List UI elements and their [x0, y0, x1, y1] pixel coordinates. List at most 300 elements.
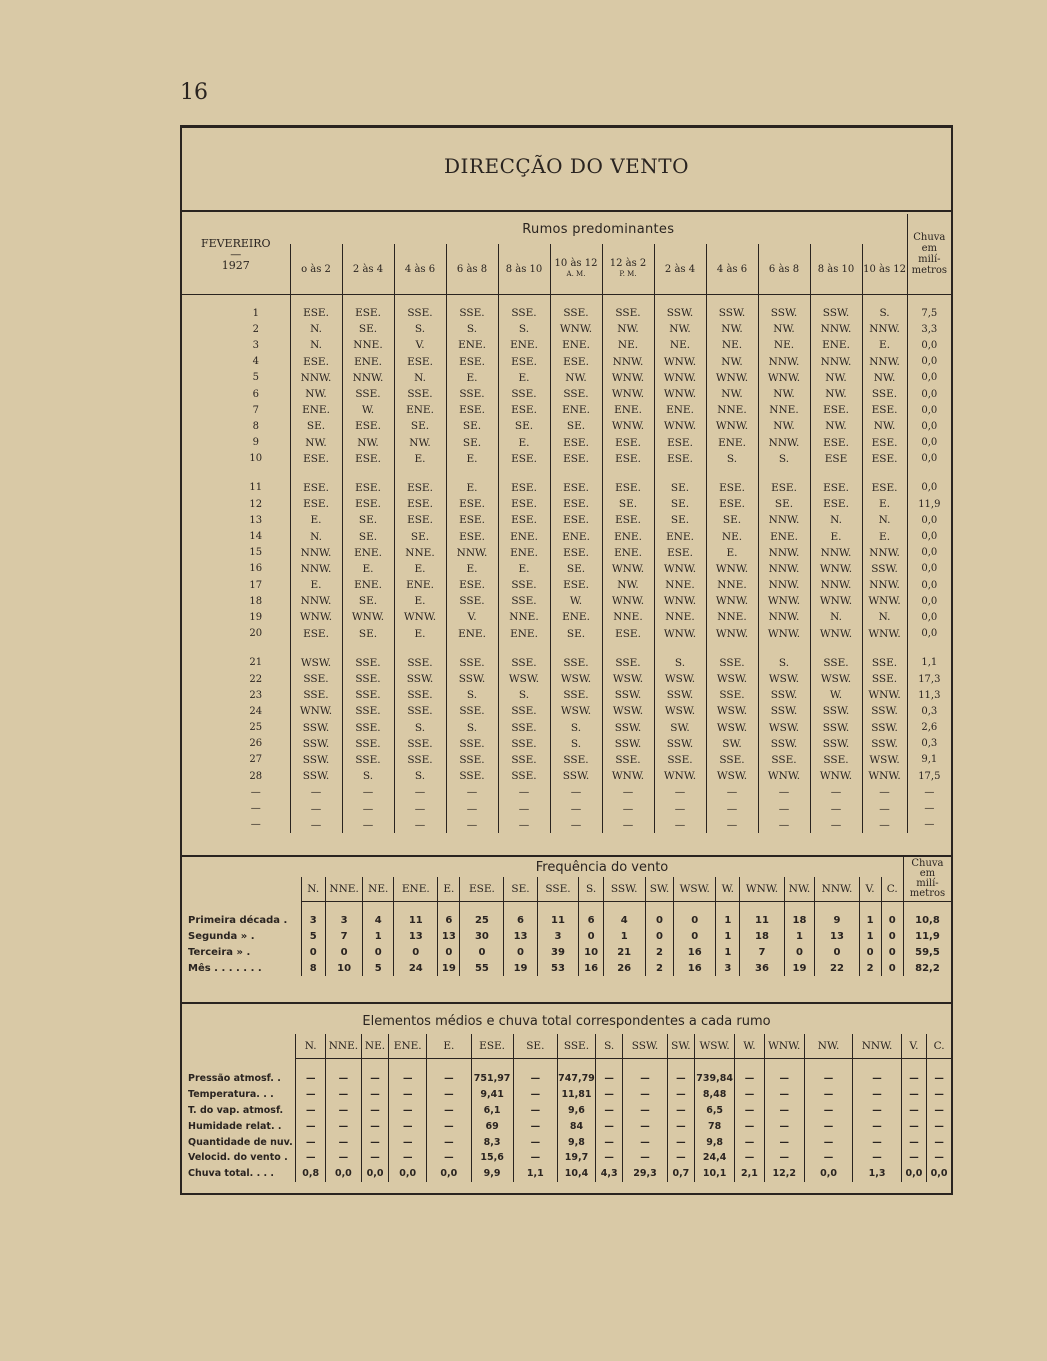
direction-cell: SSE. — [498, 593, 550, 609]
day-cell: 7 — [252, 404, 259, 416]
table-row — [182, 1134, 951, 1150]
direction-cell: ESE. — [706, 480, 758, 496]
frequency-cell: 19 — [504, 960, 537, 976]
frequency-cell: 11 — [537, 912, 579, 928]
direction-cell: NW. — [706, 321, 758, 337]
direction-cell: E. — [446, 561, 498, 577]
direction-cell: WNW. — [758, 626, 810, 642]
table-row — [182, 609, 951, 625]
element-cell: 69 — [471, 1118, 513, 1134]
table-row — [182, 354, 951, 370]
rain-cell: 17,5 — [907, 768, 951, 784]
direction-cell: NNW. — [862, 321, 907, 337]
element-cell: 0,0 — [927, 1166, 951, 1182]
direction-cell: — — [706, 800, 758, 816]
rain-cell: 9,1 — [907, 752, 951, 768]
direction-cell: NE. — [654, 337, 706, 353]
element-cell: — — [623, 1134, 667, 1150]
element-cell: — — [427, 1071, 471, 1087]
day-cell: — — [250, 786, 261, 798]
element-cell: 1,1 — [513, 1166, 557, 1182]
direction-cell: NW. — [862, 370, 907, 386]
direction-cell: SSE. — [394, 687, 446, 703]
direction-cell: — — [758, 784, 810, 800]
direction-cell: — — [498, 784, 550, 800]
element-cell: — — [853, 1150, 902, 1166]
direction-header: W. — [716, 877, 740, 902]
direction-cell: SSE. — [394, 703, 446, 719]
direction-cell: NNE. — [342, 337, 394, 353]
direction-cell: SE. — [290, 418, 342, 434]
direction-header: NW. — [804, 1034, 853, 1059]
direction-header: SSW. — [623, 1034, 667, 1059]
rain-cell: 0,0 — [907, 609, 951, 625]
table-row — [182, 451, 951, 467]
element-cell: — — [804, 1118, 853, 1134]
element-cell: — — [595, 1134, 622, 1150]
direction-cell: NNW. — [758, 512, 810, 528]
frequency-cell: 0 — [881, 960, 903, 976]
element-cell: 739,84 — [695, 1071, 735, 1087]
rain-cell: — — [907, 800, 951, 816]
direction-cell: SE. — [342, 626, 394, 642]
direction-cell: SSW. — [290, 720, 342, 736]
direction-cell: E. — [394, 593, 446, 609]
rain-cell: 0,0 — [907, 435, 951, 451]
table-row — [182, 784, 951, 800]
direction-cell: E. — [446, 480, 498, 496]
table-row — [182, 671, 951, 687]
direction-cell: SSW. — [758, 305, 810, 321]
element-cell: — — [623, 1150, 667, 1166]
element-cell: — — [901, 1134, 926, 1150]
direction-cell: SSE. — [862, 655, 907, 671]
day-cell: — — [250, 819, 261, 831]
table-row — [182, 626, 951, 642]
frequency-cell: 0 — [881, 944, 903, 960]
direction-cell: SSE. — [498, 305, 550, 321]
table-row — [182, 800, 951, 816]
table-row — [182, 561, 951, 577]
rain-cell: 0,0 — [907, 402, 951, 418]
element-cell: — — [667, 1134, 694, 1150]
direction-cell: ESE. — [498, 512, 550, 528]
direction-cell: WSW. — [550, 671, 602, 687]
direction-cell: — — [394, 800, 446, 816]
direction-cell: S. — [758, 451, 810, 467]
element-cell: 11,81 — [557, 1087, 595, 1103]
direction-cell: WSW. — [654, 671, 706, 687]
row-label: Pressão atmosf. . — [188, 1073, 281, 1085]
direction-cell: WNW. — [706, 561, 758, 577]
frequency-cell: 1 — [363, 928, 394, 944]
direction-cell: SE. — [498, 418, 550, 434]
direction-cell: NNW. — [290, 370, 342, 386]
direction-cell: NW. — [342, 435, 394, 451]
element-cell: 6,5 — [695, 1103, 735, 1119]
element-cell: — — [427, 1087, 471, 1103]
direction-cell: SSW. — [394, 671, 446, 687]
element-cell: — — [901, 1087, 926, 1103]
direction-cell: S. — [862, 305, 907, 321]
direction-cell: ESE. — [550, 480, 602, 496]
direction-cell: ESE. — [550, 577, 602, 593]
direction-cell: E. — [498, 561, 550, 577]
direction-cell: — — [290, 800, 342, 816]
hour-header — [810, 244, 862, 295]
direction-cell: NW. — [290, 386, 342, 402]
direction-cell: SSW. — [550, 768, 602, 784]
element-cell: 0,0 — [804, 1166, 853, 1182]
direction-header: S. — [595, 1034, 622, 1059]
direction-cell: ENE. — [342, 577, 394, 593]
direction-cell: WNW. — [290, 703, 342, 719]
direction-cell: SSW. — [758, 703, 810, 719]
direction-cell: SSE. — [342, 687, 394, 703]
direction-cell: SSE. — [342, 671, 394, 687]
element-cell: — — [735, 1071, 765, 1087]
direction-cell: ENE. — [758, 528, 810, 544]
direction-cell: ESE. — [498, 402, 550, 418]
direction-cell: NW. — [810, 418, 862, 434]
day-cell: 22 — [249, 673, 263, 685]
direction-cell: — — [394, 784, 446, 800]
direction-cell: SE. — [654, 480, 706, 496]
frequency-cell: 25 — [460, 912, 504, 928]
element-cell: 84 — [557, 1118, 595, 1134]
element-cell: 78 — [695, 1118, 735, 1134]
element-cell: 9,6 — [557, 1103, 595, 1119]
frequency-cell: 4 — [603, 912, 645, 928]
direction-cell: SSE. — [654, 752, 706, 768]
direction-cell: SSE. — [706, 655, 758, 671]
divider — [182, 210, 951, 212]
rain-cell: 0,0 — [907, 626, 951, 642]
table-row — [182, 577, 951, 593]
element-cell: 9,41 — [471, 1087, 513, 1103]
direction-cell: WNW. — [862, 626, 907, 642]
direction-cell: ESE. — [550, 435, 602, 451]
frequency-cell: 2 — [645, 944, 674, 960]
row-label: Quantidade de nuv. — [188, 1136, 293, 1148]
frequency-cell: 0 — [325, 944, 362, 960]
direction-cell: ESE. — [706, 496, 758, 512]
element-cell: — — [927, 1118, 951, 1134]
direction-header: NNE. — [325, 1034, 361, 1059]
direction-cell: WNW. — [342, 609, 394, 625]
direction-cell: ESE. — [654, 435, 706, 451]
hour-header — [706, 244, 758, 295]
rain-cell: 10,8 — [903, 912, 951, 928]
direction-cell: N. — [290, 337, 342, 353]
hour-range: 4 às 6 — [404, 263, 436, 275]
element-cell: — — [595, 1087, 622, 1103]
direction-cell: NNW. — [810, 545, 862, 561]
direction-cell: ENE. — [498, 626, 550, 642]
direction-cell: SSE. — [342, 386, 394, 402]
rain-cell: 0,0 — [907, 593, 951, 609]
direction-cell: ENE. — [446, 337, 498, 353]
direction-cell: WNW. — [654, 354, 706, 370]
element-cell: — — [389, 1103, 427, 1119]
direction-cell: NE. — [706, 528, 758, 544]
element-cell: 0,0 — [389, 1166, 427, 1182]
table-row — [182, 321, 951, 337]
direction-cell: ESE. — [342, 496, 394, 512]
direction-cell: SSE. — [498, 655, 550, 671]
direction-cell: WSW. — [706, 703, 758, 719]
direction-cell: ENE. — [602, 402, 654, 418]
hour-range: 12 às 2 — [609, 258, 647, 269]
direction-cell: SSW. — [706, 305, 758, 321]
frequency-cell: 0 — [579, 928, 603, 944]
direction-cell: SSW. — [654, 305, 706, 321]
direction-cell: SSW. — [290, 736, 342, 752]
direction-cell: NNW. — [862, 545, 907, 561]
frequency-cell: 0 — [674, 928, 716, 944]
frequency-cell: 53 — [537, 960, 579, 976]
direction-cell: ESE. — [862, 435, 907, 451]
day-cell: 3 — [252, 339, 259, 351]
direction-cell: — — [342, 800, 394, 816]
direction-cell: NE. — [758, 337, 810, 353]
rain-header-line: em — [919, 868, 936, 879]
direction-cell: — — [498, 817, 550, 833]
direction-cell: S. — [446, 720, 498, 736]
table-row — [182, 655, 951, 671]
direction-cell: SSE. — [498, 752, 550, 768]
frequency-cell: 0 — [784, 944, 815, 960]
element-cell: — — [361, 1134, 388, 1150]
hour-range: 8 às 10 — [817, 263, 855, 275]
element-cell: — — [389, 1087, 427, 1103]
element-cell: — — [296, 1071, 326, 1087]
direction-cell: ESE. — [290, 451, 342, 467]
direction-cell: WSW. — [602, 671, 654, 687]
direction-cell: N. — [290, 321, 342, 337]
direction-cell: NW. — [602, 321, 654, 337]
frequency-cell: 0 — [301, 944, 325, 960]
direction-cell: SE. — [550, 626, 602, 642]
direction-cell: SSW. — [810, 720, 862, 736]
direction-header: C. — [927, 1034, 951, 1059]
direction-cell: NNW. — [602, 354, 654, 370]
direction-cell: — — [498, 800, 550, 816]
direction-cell: NNW. — [862, 577, 907, 593]
rain-cell: 0,0 — [907, 512, 951, 528]
direction-cell: NNW. — [290, 561, 342, 577]
direction-cell: NW. — [810, 386, 862, 402]
direction-cell: S. — [654, 655, 706, 671]
table-row — [182, 944, 951, 960]
day-cell: 28 — [249, 770, 263, 782]
direction-cell: WNW. — [810, 626, 862, 642]
direction-cell: ESE. — [862, 480, 907, 496]
element-cell: 10,1 — [695, 1166, 735, 1182]
rain-header — [903, 857, 951, 902]
direction-cell: NNE. — [654, 577, 706, 593]
element-cell: — — [296, 1103, 326, 1119]
element-cell: 9,8 — [557, 1134, 595, 1150]
direction-cell: NNW. — [758, 354, 810, 370]
element-cell: 0,0 — [427, 1166, 471, 1182]
direction-cell: SSE. — [342, 703, 394, 719]
element-cell: 12,2 — [764, 1166, 804, 1182]
element-cell: — — [735, 1134, 765, 1150]
element-cell: 4,3 — [595, 1166, 622, 1182]
rain-cell: 0,0 — [907, 480, 951, 496]
frequency-cell: 3 — [716, 960, 740, 976]
direction-cell: SW. — [654, 720, 706, 736]
direction-cell: NNW. — [810, 321, 862, 337]
direction-cell: N. — [810, 512, 862, 528]
direction-header: NNE. — [325, 877, 362, 902]
rain-header-line: Chuva — [911, 858, 944, 869]
direction-cell: NNW. — [862, 354, 907, 370]
direction-cell: ENE. — [550, 609, 602, 625]
day-cell: 15 — [249, 547, 263, 559]
direction-header: SW. — [645, 877, 674, 902]
direction-cell: SW. — [706, 736, 758, 752]
frequency-cell: 10 — [325, 960, 362, 976]
direction-header: E. — [438, 877, 460, 902]
hour-header — [498, 244, 550, 295]
direction-cell: — — [758, 800, 810, 816]
direction-cell: NNE. — [498, 609, 550, 625]
day-cell: 26 — [249, 738, 263, 750]
direction-cell: ESE. — [654, 545, 706, 561]
element-cell: 747,79 — [557, 1071, 595, 1087]
direction-cell: SSE. — [862, 386, 907, 402]
element-cell: — — [804, 1087, 853, 1103]
direction-cell: SSE. — [446, 736, 498, 752]
rain-cell: 3,3 — [907, 321, 951, 337]
direction-cell: NE. — [602, 337, 654, 353]
element-cell: — — [853, 1118, 902, 1134]
rain-header-line: milí- — [916, 878, 939, 889]
day-cell: 27 — [249, 754, 263, 766]
element-cell: — — [927, 1087, 951, 1103]
direction-cell: S. — [706, 451, 758, 467]
direction-cell: NNW. — [446, 545, 498, 561]
element-cell: — — [853, 1087, 902, 1103]
direction-cell: SSW. — [862, 720, 907, 736]
direction-cell: WNW. — [706, 593, 758, 609]
table-row — [182, 720, 951, 736]
direction-cell: ESE. — [810, 402, 862, 418]
frequency-cell: 18 — [740, 928, 784, 944]
element-cell: — — [427, 1150, 471, 1166]
element-cell: 29,3 — [623, 1166, 667, 1182]
frequency-cell: 2 — [645, 960, 674, 976]
frequency-cell: 19 — [784, 960, 815, 976]
direction-cell: N. — [810, 609, 862, 625]
direction-cell: WNW. — [862, 687, 907, 703]
frequency-cell: 16 — [579, 960, 603, 976]
direction-cell: WNW. — [758, 593, 810, 609]
direction-cell: — — [706, 817, 758, 833]
table-row — [182, 1166, 951, 1182]
direction-cell: SE. — [342, 593, 394, 609]
direction-cell: E. — [862, 528, 907, 544]
direction-header: N. — [301, 877, 325, 902]
direction-cell: WNW. — [654, 768, 706, 784]
direction-header: SSW. — [603, 877, 645, 902]
table-row — [182, 687, 951, 703]
direction-cell: WNW. — [810, 561, 862, 577]
direction-cell: SSE. — [810, 752, 862, 768]
frequency-cell: 13 — [815, 928, 859, 944]
frequency-cell: 0 — [438, 944, 460, 960]
direction-cell: NNW. — [290, 593, 342, 609]
direction-cell: ESE. — [290, 626, 342, 642]
element-cell: 8,48 — [695, 1087, 735, 1103]
hour-header — [342, 244, 394, 295]
frequency-cell: 24 — [394, 960, 438, 976]
wind-direction-table — [182, 214, 951, 833]
element-cell: — — [764, 1150, 804, 1166]
frequency-cell: 0 — [460, 944, 504, 960]
direction-cell: E. — [862, 496, 907, 512]
element-cell: — — [667, 1103, 694, 1119]
hour-period: P. M. — [619, 270, 637, 278]
day-cell: 20 — [249, 628, 263, 640]
direction-cell: SSW. — [862, 703, 907, 719]
element-cell: — — [513, 1150, 557, 1166]
direction-cell: — — [862, 817, 907, 833]
direction-cell: SE. — [446, 418, 498, 434]
element-cell: — — [901, 1150, 926, 1166]
direction-cell: SE. — [342, 321, 394, 337]
direction-header: NE. — [361, 1034, 388, 1059]
month-header — [182, 214, 290, 295]
direction-cell: ESE. — [446, 354, 498, 370]
direction-cell: SSW. — [290, 768, 342, 784]
direction-cell: SE. — [758, 496, 810, 512]
rain-cell: 11,9 — [903, 928, 951, 944]
frequency-cell: 13 — [438, 928, 460, 944]
direction-cell: SE. — [550, 561, 602, 577]
direction-cell: ESE. — [498, 451, 550, 467]
direction-cell: E. — [810, 528, 862, 544]
direction-cell: ENE. — [290, 402, 342, 418]
direction-cell: SSE. — [498, 577, 550, 593]
direction-cell: — — [862, 800, 907, 816]
direction-header: E. — [427, 1034, 471, 1059]
page-title: DIRECÇÃO DO VENTO — [444, 154, 689, 178]
frequency-cell: 7 — [325, 928, 362, 944]
rain-cell: 11,3 — [907, 687, 951, 703]
direction-cell: WNW. — [602, 561, 654, 577]
direction-cell: — — [602, 817, 654, 833]
element-cell: — — [325, 1087, 361, 1103]
direction-cell: NW. — [758, 386, 810, 402]
direction-header: WNW. — [764, 1034, 804, 1059]
direction-cell: N. — [290, 528, 342, 544]
direction-cell: SSW. — [602, 687, 654, 703]
element-cell: — — [361, 1071, 388, 1087]
element-cell: — — [325, 1103, 361, 1119]
direction-cell: SSE. — [446, 768, 498, 784]
element-cell: — — [853, 1134, 902, 1150]
direction-cell: — — [550, 817, 602, 833]
direction-cell: SSE. — [342, 752, 394, 768]
direction-cell: SSE. — [394, 752, 446, 768]
direction-cell: WNW. — [654, 370, 706, 386]
direction-cell: SSW. — [654, 736, 706, 752]
frequency-cell: 6 — [438, 912, 460, 928]
direction-cell: S. — [394, 720, 446, 736]
